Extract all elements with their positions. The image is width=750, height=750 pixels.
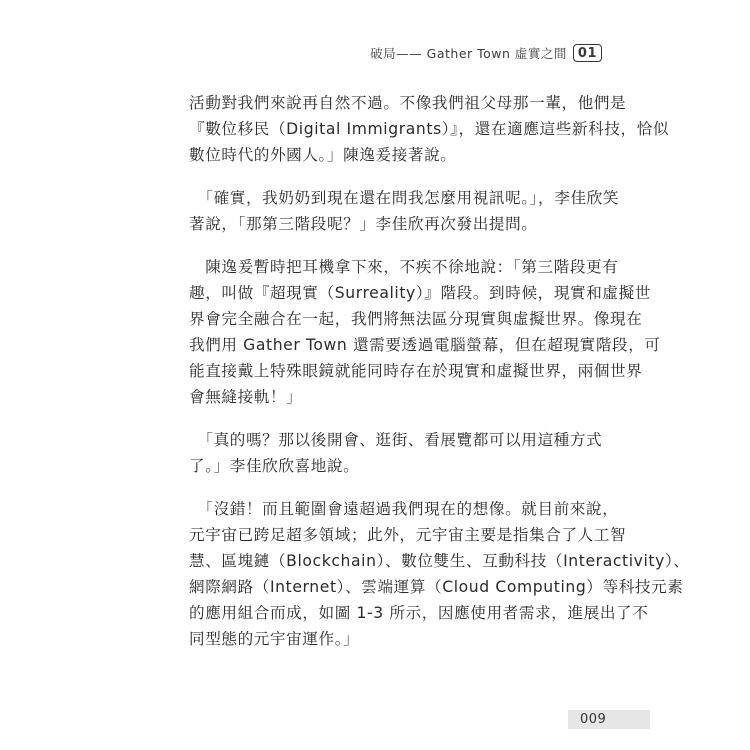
text-line: 界會完全融合在一起，我們將無法區分現實與虛擬世界。像現在 xyxy=(189,310,643,328)
paragraph xyxy=(189,90,670,168)
running-header xyxy=(370,44,602,62)
text-line: 我們用 Gather Town 還需要透過電腦螢幕，但在超現實階段，可 xyxy=(189,336,661,354)
text-line: 同型態的元宇宙運作。」 xyxy=(189,630,360,648)
text-line: 陳逸爰暫時把耳機拿下來，不疾不徐地說：「第三階段更有 xyxy=(189,258,619,276)
paragraph xyxy=(189,496,690,652)
text-line: 「確實，我奶奶到現在還在問我怎麼用視訊呢。」，李佳欣笑 xyxy=(189,189,620,207)
text-line: 元宇宙已跨足超多領域；此外，元宇宙主要是指集合了人工智 xyxy=(189,526,627,544)
text-line: 趣，叫做『超現實（Surreality）』階段。到時候，現實和虛擬世 xyxy=(189,284,651,302)
body-text xyxy=(189,90,690,669)
paragraph xyxy=(189,427,603,479)
text-line: 網際網路（Internet）、雲端運算（Cloud Computing）等科技元素 xyxy=(189,578,684,596)
text-line: 著說，「那第三階段呢？」李佳欣再次發出提問。 xyxy=(189,215,538,233)
running-title: 破局—— Gather Town 虛實之間 xyxy=(370,46,567,61)
text-line: 「真的嗎？那以後開會、逛街、看展覽都可以用這種方式 xyxy=(189,431,603,449)
paragraph xyxy=(189,185,620,237)
text-line: 會無縫接軌！」 xyxy=(189,388,303,406)
text-line: 能直接戴上特殊眼鏡就能同時存在於現實和虛擬世界，兩個世界 xyxy=(189,362,643,380)
page-number: 009 xyxy=(568,710,650,729)
text-line: 了。」李佳欣欣喜地說。 xyxy=(189,457,360,475)
text-line: 活動對我們來說再自然不過。不像我們祖父母那一輩，他們是 xyxy=(189,94,627,112)
paragraph xyxy=(189,254,661,410)
chapter-number-badge: 01 xyxy=(573,44,602,62)
page-footer xyxy=(568,710,650,729)
text-line: 數位時代的外國人。」陳逸爰接著說。 xyxy=(189,146,457,164)
text-line: 『數位移民（Digital Immigrants）』，還在適應這些新科技，恰似 xyxy=(189,120,670,138)
text-line: 的應用組合而成，如圖 1-3 所示，因應使用者需求，進展出了不 xyxy=(189,604,649,622)
text-line: 「沒錯！而且範圍會遠超過我們現在的想像。就目前來說， xyxy=(189,500,619,518)
text-line: 慧、區塊鏈（Blockchain）、數位雙生、互動科技（Interactivity）、 xyxy=(189,552,690,570)
